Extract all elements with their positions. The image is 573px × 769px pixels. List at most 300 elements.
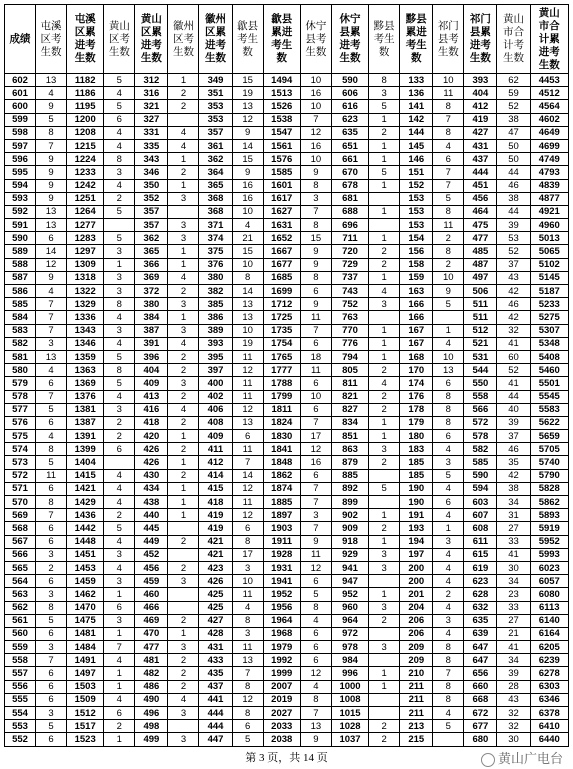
table-cell: 512 <box>464 324 497 337</box>
score-cell: 577 <box>5 403 36 416</box>
table-cell: 1391 <box>67 430 104 443</box>
table-cell: 6303 <box>530 680 568 693</box>
table-cell <box>433 733 464 746</box>
table-cell: 6410 <box>530 720 568 733</box>
table-cell: 3 <box>104 324 135 337</box>
table-cell: 59 <box>497 87 530 100</box>
table-cell: 8 <box>433 126 464 139</box>
score-cell: 588 <box>5 258 36 271</box>
table-cell: 1956 <box>263 601 300 614</box>
table-row <box>5 720 569 733</box>
table-cell: 412 <box>199 456 232 469</box>
table-row <box>5 364 569 377</box>
table-cell: 1186 <box>67 87 104 100</box>
table-cell: 978 <box>331 641 368 654</box>
table-cell: 38 <box>497 192 530 205</box>
table-cell: 419 <box>199 522 232 535</box>
table-cell: 46 <box>497 443 530 456</box>
table-cell: 3 <box>433 614 464 627</box>
table-body <box>5 74 569 747</box>
table-cell: 209 <box>400 641 433 654</box>
table-cell: 6 <box>36 627 67 640</box>
table-cell: 7 <box>36 311 67 324</box>
table-cell: 6 <box>300 285 331 298</box>
table-cell <box>104 219 135 232</box>
table-cell: 608 <box>464 522 497 535</box>
table-cell: 421 <box>199 548 232 561</box>
table-cell: 632 <box>464 601 497 614</box>
table-cell: 1037 <box>331 733 368 746</box>
column-header <box>168 5 199 74</box>
table-cell: 2 <box>168 416 199 429</box>
table-cell: 10 <box>433 350 464 363</box>
table-cell: 418 <box>135 416 168 429</box>
table-cell: 151 <box>400 166 433 179</box>
table-cell: 4 <box>168 139 199 152</box>
column-header-label: 屯溪区考生数 <box>40 20 62 58</box>
table-cell: 183 <box>400 443 433 456</box>
table-cell: 2038 <box>263 733 300 746</box>
table-row <box>5 641 569 654</box>
table-cell: 444 <box>464 166 497 179</box>
table-cell: 3 <box>369 601 400 614</box>
table-cell: 481 <box>135 654 168 667</box>
table-cell: 2 <box>369 456 400 469</box>
table-cell: 32 <box>497 720 530 733</box>
table-cell: 6140 <box>530 614 568 627</box>
table-cell: 672 <box>464 707 497 720</box>
table-cell: 594 <box>464 482 497 495</box>
table-cell: 603 <box>464 496 497 509</box>
column-header <box>300 5 331 74</box>
table-cell: 606 <box>331 87 368 100</box>
table-cell: 1 <box>369 139 400 152</box>
score-cell: 592 <box>5 205 36 218</box>
table-cell: 1297 <box>67 245 104 258</box>
table-cell: 9 <box>433 285 464 298</box>
table-row <box>5 87 569 100</box>
table-cell <box>369 575 400 588</box>
table-cell: 2 <box>369 522 400 535</box>
table-cell: 426 <box>135 443 168 456</box>
score-cell: 555 <box>5 693 36 706</box>
table-row <box>5 74 569 87</box>
table-cell: 1667 <box>263 245 300 258</box>
table-cell: 511 <box>464 298 497 311</box>
table-cell: 42 <box>497 469 530 482</box>
table-cell: 6346 <box>530 693 568 706</box>
table-cell: 496 <box>135 707 168 720</box>
table-cell: 6164 <box>530 627 568 640</box>
score-table <box>4 4 569 747</box>
table-cell: 4 <box>104 311 135 324</box>
table-cell: 13 <box>232 416 263 429</box>
table-cell: 3 <box>168 192 199 205</box>
table-cell: 1513 <box>263 87 300 100</box>
table-cell: 3 <box>300 192 331 205</box>
score-cell: 598 <box>5 126 36 139</box>
table-cell: 1283 <box>67 232 104 245</box>
table-cell: 1415 <box>67 469 104 482</box>
table-cell: 13 <box>36 74 67 87</box>
table-cell: 451 <box>464 179 497 192</box>
table-cell: 1885 <box>263 496 300 509</box>
score-cell: 552 <box>5 733 36 746</box>
table-cell: 1494 <box>263 74 300 87</box>
table-cell: 1 <box>369 271 400 284</box>
table-cell <box>168 720 199 733</box>
table-cell: 1964 <box>263 614 300 627</box>
table-cell: 6 <box>104 601 135 614</box>
table-cell: 30 <box>497 733 530 746</box>
table-cell: 1399 <box>67 443 104 456</box>
table-cell: 34 <box>497 575 530 588</box>
table-cell: 1376 <box>67 390 104 403</box>
table-cell: 30 <box>497 561 530 574</box>
table-cell: 387 <box>135 324 168 337</box>
table-cell: 380 <box>199 271 232 284</box>
table-cell: 550 <box>464 377 497 390</box>
table-cell: 475 <box>464 219 497 232</box>
table-cell: 211 <box>400 707 433 720</box>
score-cell: 585 <box>5 298 36 311</box>
column-header <box>67 5 104 74</box>
table-cell: 918 <box>331 535 368 548</box>
table-cell: 1685 <box>263 271 300 284</box>
table-cell: 402 <box>199 390 232 403</box>
table-cell: 4 <box>104 496 135 509</box>
table-cell: 39 <box>497 416 530 429</box>
table-cell: 5013 <box>530 232 568 245</box>
table-cell: 498 <box>135 720 168 733</box>
table-cell: 4 <box>433 337 464 350</box>
score-cell: 566 <box>5 548 36 561</box>
table-cell: 10 <box>232 575 263 588</box>
table-cell: 200 <box>400 561 433 574</box>
table-cell: 3 <box>104 285 135 298</box>
table-cell: 5102 <box>530 258 568 271</box>
table-cell: 6 <box>36 680 67 693</box>
table-cell: 46 <box>497 298 530 311</box>
table-cell: 11 <box>232 588 263 601</box>
table-cell: 211 <box>400 693 433 706</box>
table-cell: 12 <box>300 667 331 680</box>
table-cell: 7 <box>300 113 331 126</box>
table-cell: 1 <box>369 416 400 429</box>
table-cell: 952 <box>331 588 368 601</box>
table-row <box>5 298 569 311</box>
table-cell: 32 <box>497 707 530 720</box>
table-cell: 1 <box>104 588 135 601</box>
table-cell: 1897 <box>263 509 300 522</box>
table-cell: 1 <box>104 627 135 640</box>
table-cell: 711 <box>331 232 368 245</box>
score-cell: 560 <box>5 627 36 640</box>
table-row <box>5 205 569 218</box>
table-cell: 1 <box>369 535 400 548</box>
table-cell: 431 <box>464 139 497 152</box>
table-cell: 668 <box>464 693 497 706</box>
table-cell: 2033 <box>263 720 300 733</box>
table-cell: 11 <box>36 469 67 482</box>
table-cell: 178 <box>400 403 433 416</box>
table-cell: 4 <box>36 430 67 443</box>
table-cell: 1000 <box>331 680 368 693</box>
table-cell: 18 <box>300 350 331 363</box>
table-cell: 1 <box>369 179 400 192</box>
table-cell: 1585 <box>263 166 300 179</box>
table-cell: 544 <box>464 364 497 377</box>
table-cell: 5740 <box>530 456 568 469</box>
table-cell: 8 <box>36 126 67 139</box>
table-cell: 7 <box>36 390 67 403</box>
table-cell: 7 <box>36 324 67 337</box>
table-cell: 33 <box>497 601 530 614</box>
table-cell: 899 <box>331 496 368 509</box>
table-cell: 763 <box>331 311 368 324</box>
table-cell: 11 <box>433 219 464 232</box>
table-cell: 3 <box>168 324 199 337</box>
table-cell: 8 <box>433 245 464 258</box>
table-cell: 52 <box>497 245 530 258</box>
table-cell: 4453 <box>530 74 568 87</box>
score-cell: 576 <box>5 416 36 429</box>
column-header-label: 歙县考生数 <box>237 20 259 58</box>
table-cell: 146 <box>400 153 433 166</box>
table-row <box>5 443 569 456</box>
table-cell: 1 <box>369 430 400 443</box>
table-cell <box>369 192 400 205</box>
table-cell: 6 <box>104 707 135 720</box>
table-cell: 5 <box>104 100 135 113</box>
table-cell: 15 <box>232 153 263 166</box>
table-cell: 7 <box>433 179 464 192</box>
table-cell: 5145 <box>530 271 568 284</box>
table-row <box>5 324 569 337</box>
table-cell: 1 <box>369 324 400 337</box>
table-cell: 39 <box>497 219 530 232</box>
table-cell: 8 <box>433 205 464 218</box>
table-cell: 385 <box>199 298 232 311</box>
table-row <box>5 548 569 561</box>
table-cell: 406 <box>199 403 232 416</box>
column-header-label: 祁门县考生数 <box>437 20 459 58</box>
table-cell: 1 <box>168 74 199 87</box>
table-cell: 3 <box>168 575 199 588</box>
table-cell: 1470 <box>67 601 104 614</box>
table-cell: 3 <box>168 219 199 232</box>
table-cell: 1381 <box>67 403 104 416</box>
column-header <box>530 5 568 74</box>
score-cell: 580 <box>5 364 36 377</box>
table-cell: 1968 <box>263 627 300 640</box>
table-cell: 193 <box>400 522 433 535</box>
column-header <box>497 5 530 74</box>
table-cell: 456 <box>135 561 168 574</box>
table-cell: 27 <box>497 614 530 627</box>
table-cell: 477 <box>464 232 497 245</box>
table-cell: 1547 <box>263 126 300 139</box>
table-row <box>5 482 569 495</box>
table-cell: 4 <box>232 601 263 614</box>
column-header-label: 成绩 <box>9 32 31 45</box>
table-cell: 3 <box>232 627 263 640</box>
table-cell: 1453 <box>67 561 104 574</box>
table-cell: 1712 <box>263 298 300 311</box>
table-cell: 972 <box>331 627 368 640</box>
table-cell: 9 <box>300 298 331 311</box>
table-cell: 9 <box>36 166 67 179</box>
table-cell: 409 <box>199 430 232 443</box>
table-cell <box>168 205 199 218</box>
table-cell: 357 <box>135 205 168 218</box>
table-cell: 421 <box>199 535 232 548</box>
column-header-label: 黄山区考生数 <box>108 20 130 58</box>
table-cell: 7 <box>36 139 67 152</box>
table-cell: 6 <box>232 720 263 733</box>
table-cell: 6 <box>433 377 464 390</box>
table-cell: 426 <box>199 575 232 588</box>
table-row <box>5 575 569 588</box>
table-row <box>5 667 569 680</box>
table-cell: 7 <box>104 641 135 654</box>
table-cell: 2 <box>369 126 400 139</box>
table-cell: 2 <box>433 588 464 601</box>
table-cell: 1999 <box>263 667 300 680</box>
column-header-label: 黟县累进考生数 <box>405 13 427 64</box>
table-cell: 4 <box>104 390 135 403</box>
table-cell: 34 <box>497 654 530 667</box>
table-row <box>5 153 569 166</box>
table-cell: 3 <box>168 232 199 245</box>
score-cell: 553 <box>5 720 36 733</box>
table-cell: 1451 <box>67 548 104 561</box>
table-cell: 1874 <box>263 482 300 495</box>
table-cell: 4 <box>433 627 464 640</box>
table-cell: 5 <box>433 298 464 311</box>
table-cell: 851 <box>331 430 368 443</box>
table-cell: 158 <box>400 258 433 271</box>
table-cell: 386 <box>199 311 232 324</box>
table-cell: 1359 <box>67 350 104 363</box>
table-cell: 5 <box>104 232 135 245</box>
table-cell: 1 <box>168 627 199 640</box>
table-cell: 4 <box>300 680 331 693</box>
table-row <box>5 535 569 548</box>
table-cell: 41 <box>497 377 530 390</box>
table-cell: 11 <box>232 641 263 654</box>
column-header <box>263 5 300 74</box>
table-cell: 17 <box>300 430 331 443</box>
table-cell: 1526 <box>263 100 300 113</box>
table-row <box>5 693 569 706</box>
table-cell: 6 <box>300 403 331 416</box>
table-cell: 5622 <box>530 416 568 429</box>
table-cell: 5 <box>36 614 67 627</box>
table-cell: 5 <box>433 720 464 733</box>
table-cell: 902 <box>331 509 368 522</box>
table-cell: 12 <box>232 403 263 416</box>
table-cell: 1735 <box>263 324 300 337</box>
table-cell: 44 <box>497 390 530 403</box>
table-cell: 5 <box>104 205 135 218</box>
table-cell: 361 <box>199 139 232 152</box>
table-cell: 419 <box>464 113 497 126</box>
table-cell: 660 <box>464 680 497 693</box>
table-row <box>5 456 569 469</box>
table-cell: 6057 <box>530 575 568 588</box>
table-cell: 3 <box>104 614 135 627</box>
table-row <box>5 192 569 205</box>
table-cell: 215 <box>400 733 433 746</box>
table-cell: 2027 <box>263 707 300 720</box>
table-cell: 511 <box>464 311 497 324</box>
table-cell: 10 <box>300 390 331 403</box>
table-cell: 312 <box>135 74 168 87</box>
table-cell: 9 <box>232 126 263 139</box>
table-cell: 7 <box>36 509 67 522</box>
watermark-text: 黄山广电台 <box>497 751 563 766</box>
table-cell: 4 <box>168 403 199 416</box>
table-cell: 12 <box>232 509 263 522</box>
table-cell: 10 <box>300 153 331 166</box>
table-cell: 346 <box>135 166 168 179</box>
table-cell: 404 <box>464 87 497 100</box>
table-cell: 41 <box>497 641 530 654</box>
table-cell: 6 <box>300 377 331 390</box>
table-cell: 11 <box>300 548 331 561</box>
table-cell: 3 <box>104 166 135 179</box>
table-cell: 7 <box>433 166 464 179</box>
table-cell: 6 <box>300 575 331 588</box>
table-cell: 1484 <box>67 641 104 654</box>
table-cell: 8 <box>232 707 263 720</box>
table-cell <box>369 219 400 232</box>
table-cell: 2019 <box>263 693 300 706</box>
table-cell: 4 <box>36 87 67 100</box>
score-cell: 554 <box>5 707 36 720</box>
table-cell: 4 <box>433 601 464 614</box>
table-cell: 4 <box>104 87 135 100</box>
score-cell: 568 <box>5 522 36 535</box>
table-cell: 1617 <box>263 192 300 205</box>
table-cell: 1264 <box>67 205 104 218</box>
table-cell: 5 <box>104 522 135 535</box>
table-cell: 651 <box>331 139 368 152</box>
score-cell: 575 <box>5 430 36 443</box>
table-cell: 8 <box>433 654 464 667</box>
table-cell: 409 <box>135 377 168 390</box>
table-cell: 2007 <box>263 680 300 693</box>
table-cell: 1512 <box>67 707 104 720</box>
column-header <box>433 5 464 74</box>
score-cell: 570 <box>5 496 36 509</box>
table-cell: 1318 <box>67 271 104 284</box>
table-cell: 1008 <box>331 693 368 706</box>
table-cell: 3 <box>168 377 199 390</box>
table-cell <box>369 496 400 509</box>
table-cell: 393 <box>464 74 497 87</box>
table-cell: 770 <box>331 324 368 337</box>
table-cell: 490 <box>135 693 168 706</box>
table-cell: 6 <box>36 535 67 548</box>
table-cell: 1421 <box>67 482 104 495</box>
table-cell: 5275 <box>530 311 568 324</box>
table-cell: 4512 <box>530 87 568 100</box>
column-header <box>36 5 67 74</box>
table-row <box>5 680 569 693</box>
table-cell: 4 <box>104 179 135 192</box>
